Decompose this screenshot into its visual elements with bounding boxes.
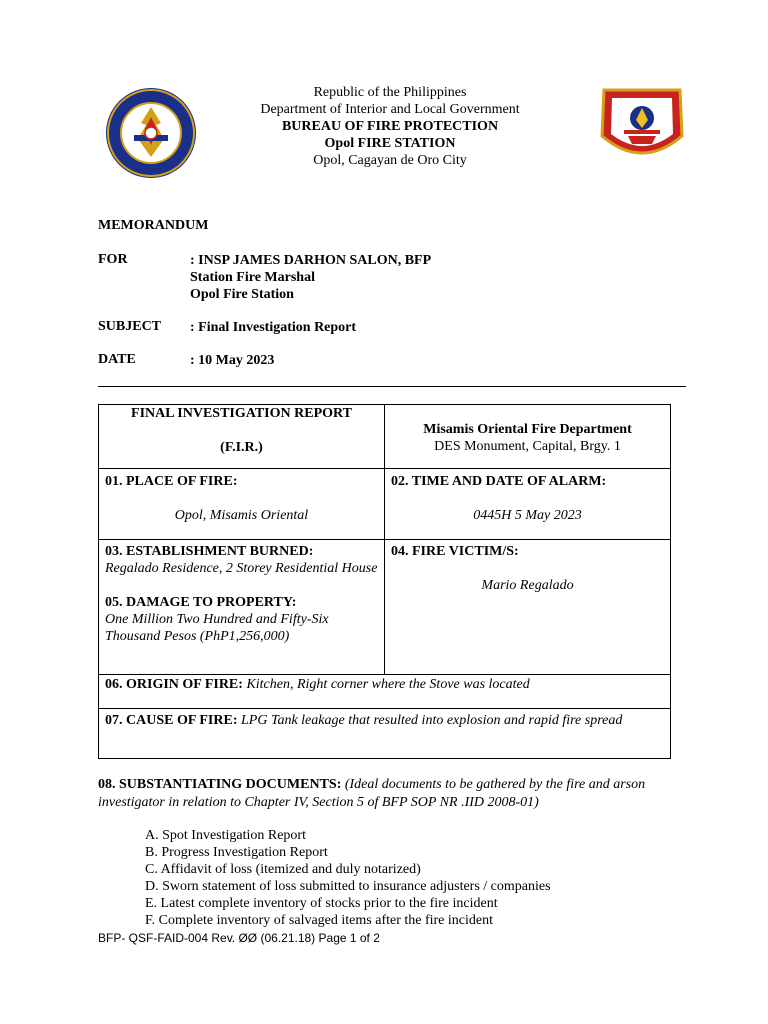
dept-address: DES Monument, Capital, Brgy. 1 (434, 439, 621, 454)
place-cell (99, 469, 385, 540)
damage-label: 05. DAMAGE TO PROPERTY: (105, 595, 297, 610)
victim-value: Mario Regalado (481, 578, 574, 593)
damage-value: One Million Two Hundred and Fifty-Six Thousand Pesos (PhP1,256,000) (105, 612, 329, 644)
establishment-cell (99, 540, 385, 675)
substantiating-documents (98, 776, 698, 812)
for-recipient (190, 252, 431, 303)
alarm-cell (385, 469, 671, 540)
for-label: FOR (98, 252, 128, 267)
place-label: 01. PLACE OF FIRE: (105, 474, 238, 489)
memo-title: MEMORANDUM (98, 218, 209, 233)
fir-title: FINAL INVESTIGATION REPORT (131, 406, 352, 421)
letterhead-station: Opol FIRE STATION (324, 136, 456, 151)
list-item: C. Affidavit of loss (itemized and duly notarized) (145, 862, 421, 877)
cause-cell (99, 709, 671, 759)
dept-name: Misamis Oriental Fire Department (423, 422, 632, 437)
letterhead-country: Republic of the Philippines (313, 85, 467, 100)
fir-table (98, 404, 671, 759)
list-item: D. Sworn statement of loss submitted to insurance adjusters / companies (145, 879, 551, 894)
letterhead (200, 84, 580, 169)
alarm-label: 02. TIME AND DATE OF ALARM: (391, 474, 607, 489)
origin-label: 06. ORIGIN OF FIRE: (105, 677, 243, 692)
establishment-label: 03. ESTABLISHMENT BURNED: (105, 544, 314, 559)
bfp-seal-icon (104, 87, 198, 179)
substantiating-label: 08. SUBSTANTIATING DOCUMENTS: (98, 777, 342, 792)
date-label: DATE (98, 352, 136, 367)
cause-label: 07. CAUSE OF FIRE: (105, 713, 238, 728)
list-item: F. Complete inventory of salvaged items after the fire incident (145, 913, 493, 928)
letterhead-department: Department of Interior and Local Government (260, 102, 520, 117)
subject-label: SUBJECT (98, 319, 162, 334)
list-item: A. Spot Investigation Report (145, 828, 306, 843)
date-value: : 10 May 2023 (190, 353, 275, 368)
letterhead-address: Opol, Cagayan de Oro City (313, 153, 467, 168)
for-recipient-name: : INSP JAMES DARHON SALON, BFP (190, 253, 432, 268)
for-recipient-position: Station Fire Marshal (190, 270, 315, 285)
cagayan-de-oro-fire-district-badge-icon (598, 86, 686, 166)
list-item: E. Latest complete inventory of stocks prior to the fire incident (145, 896, 498, 911)
victim-cell (385, 540, 671, 675)
alarm-value: 0445H 5 May 2023 (473, 508, 582, 523)
establishment-value: Regalado Residence, 2 Storey Residential House (105, 561, 378, 576)
fir-dept-cell (385, 405, 671, 469)
divider (98, 386, 686, 387)
cause-value: LPG Tank leakage that resulted into explosion and rapid fire spread (241, 713, 623, 728)
origin-value: Kitchen, Right corner where the Stove was located (246, 677, 530, 692)
for-recipient-office: Opol Fire Station (190, 287, 294, 302)
page-footer: BFP- QSF-FAID-004 Rev. ØØ (06.21.18) Page 1 of 2 (98, 931, 380, 945)
letterhead-bureau: BUREAU OF FIRE PROTECTION (281, 119, 499, 134)
origin-cell (99, 675, 671, 709)
list-item: B. Progress Investigation Report (145, 845, 328, 860)
fir-title-cell (99, 405, 385, 469)
fir-abbrev: (F.I.R.) (220, 440, 263, 455)
substantiating-note: (Ideal documents to be gathered by the fire and arson investigator in relation to Chapter IV, Section 5 of BFP SOP NR .IID 2008-01) (98, 777, 646, 810)
document-list (145, 827, 551, 929)
victim-label: 04. FIRE VICTIM/S: (391, 544, 519, 559)
place-value: Opol, Misamis Oriental (174, 508, 309, 523)
subject-value: : Final Investigation Report (190, 320, 357, 335)
